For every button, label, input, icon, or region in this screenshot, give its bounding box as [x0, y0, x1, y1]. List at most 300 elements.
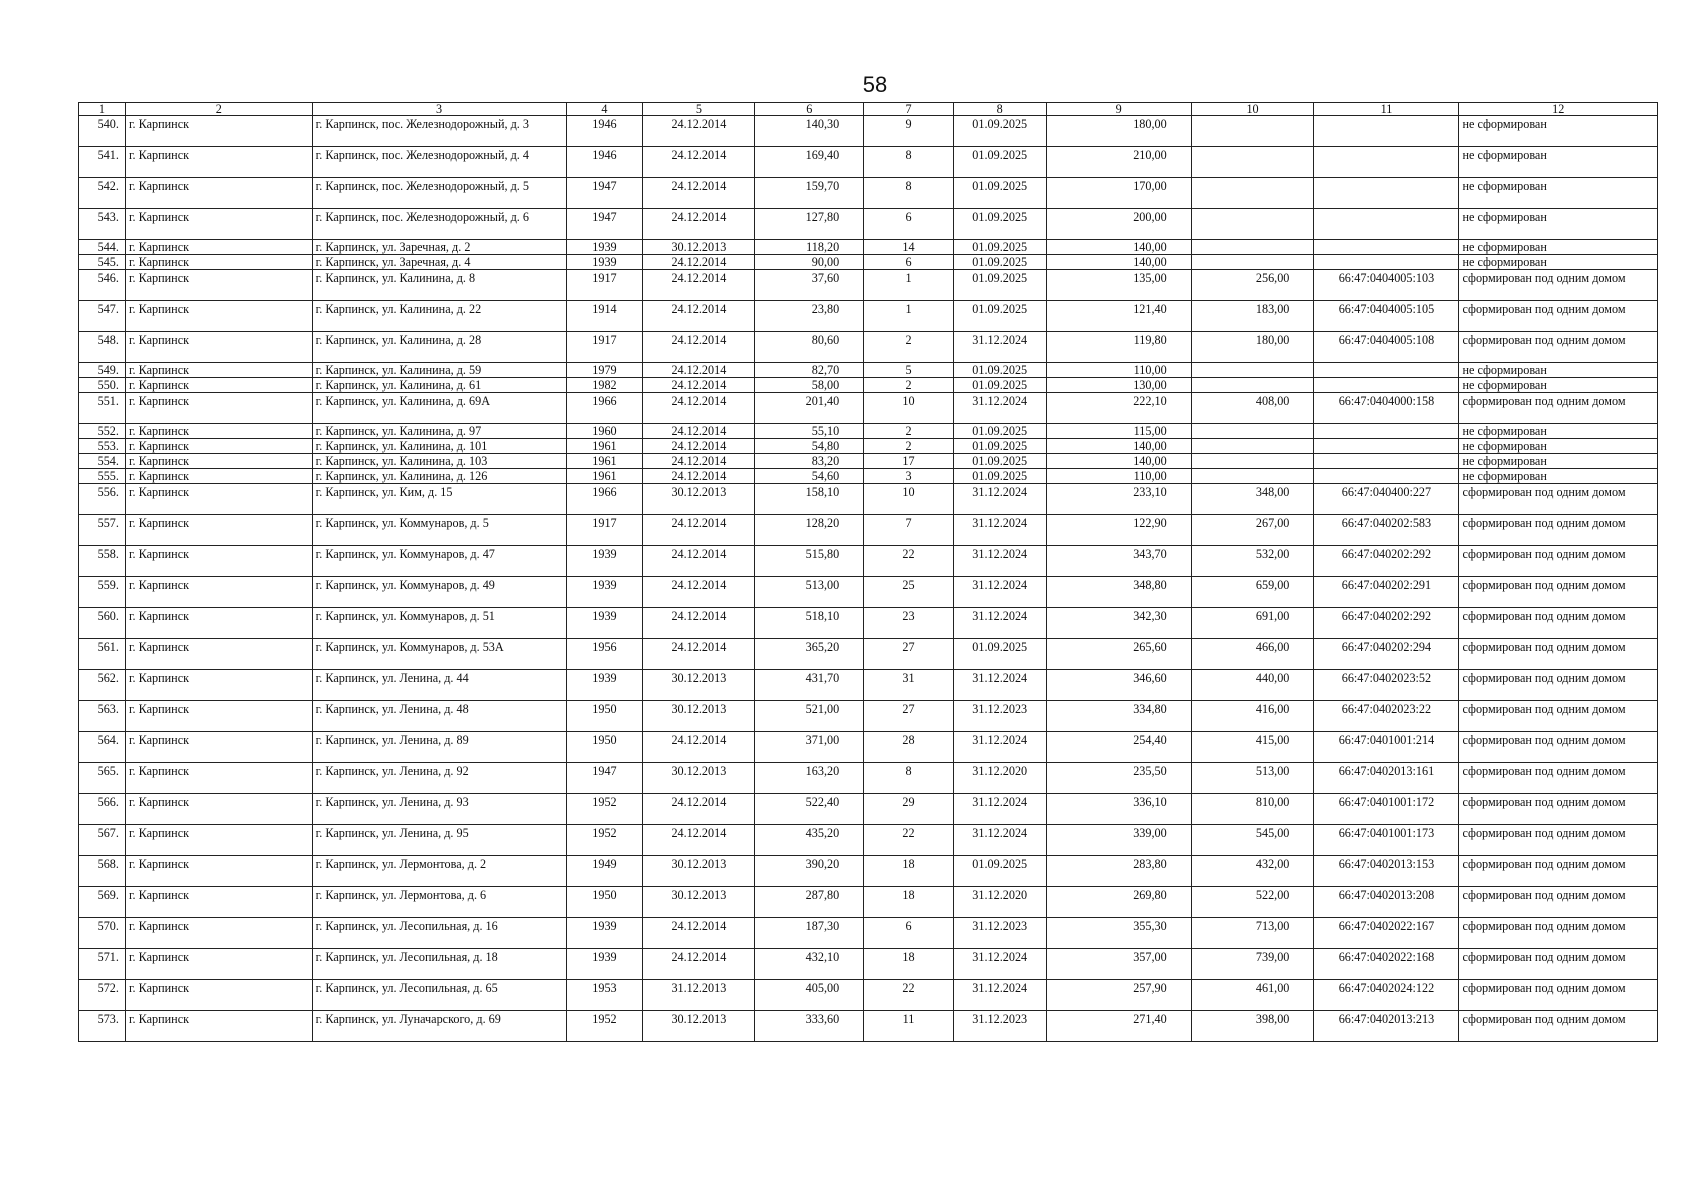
- land-status-cell: не сформирован: [1459, 378, 1658, 393]
- date-cell: 24.12.2014: [643, 393, 755, 424]
- land-area-cell: [1191, 424, 1314, 439]
- deadline-cell: 31.12.2024: [953, 393, 1046, 424]
- row-number: 554.: [79, 454, 126, 469]
- year-built-cell: 1950: [566, 701, 643, 732]
- deadline-cell: 01.09.2025: [953, 439, 1046, 454]
- residents-count-cell: 27: [864, 639, 954, 670]
- residents-count-cell: 1: [864, 270, 954, 301]
- land-status-cell: сформирован под одним домом: [1459, 546, 1658, 577]
- table-row: [79, 608, 1658, 639]
- residents-count-cell: 18: [864, 856, 954, 887]
- address-cell: г. Карпинск, пос. Железнодорожный, д. 5: [312, 178, 566, 209]
- table-row: [79, 393, 1658, 424]
- land-area-cell: 415,00: [1191, 732, 1314, 763]
- land-area-cell: [1191, 454, 1314, 469]
- row-number: 558.: [79, 546, 126, 577]
- column-header-7: 7: [864, 103, 954, 116]
- year-built-cell: 1950: [566, 887, 643, 918]
- cadastral-number-cell: 66:47:040202:291: [1314, 577, 1459, 608]
- row-number: 559.: [79, 577, 126, 608]
- land-status-cell: не сформирован: [1459, 116, 1658, 147]
- area-cell: 140,30: [755, 116, 864, 147]
- deadline-cell: 31.12.2024: [953, 949, 1046, 980]
- city-cell: г. Карпинск: [125, 670, 312, 701]
- value-col9-cell: 348,80: [1046, 577, 1191, 608]
- city-cell: г. Карпинск: [125, 255, 312, 270]
- cadastral-number-cell: 66:47:0401001:173: [1314, 825, 1459, 856]
- cadastral-number-cell: 66:47:0401001:172: [1314, 794, 1459, 825]
- date-cell: 24.12.2014: [643, 301, 755, 332]
- city-cell: г. Карпинск: [125, 484, 312, 515]
- area-cell: 23,80: [755, 301, 864, 332]
- row-number: 551.: [79, 393, 126, 424]
- cadastral-number-cell: [1314, 178, 1459, 209]
- land-status-cell: сформирован под одним домом: [1459, 301, 1658, 332]
- date-cell: 24.12.2014: [643, 949, 755, 980]
- land-area-cell: 739,00: [1191, 949, 1314, 980]
- row-number: 571.: [79, 949, 126, 980]
- residents-count-cell: 6: [864, 918, 954, 949]
- area-cell: 435,20: [755, 825, 864, 856]
- row-number: 557.: [79, 515, 126, 546]
- land-status-cell: не сформирован: [1459, 209, 1658, 240]
- address-cell: г. Карпинск, ул. Лермонтова, д. 6: [312, 887, 566, 918]
- table-body: [79, 116, 1658, 1042]
- value-col9-cell: 235,50: [1046, 763, 1191, 794]
- land-status-cell: не сформирован: [1459, 454, 1658, 469]
- land-area-cell: 256,00: [1191, 270, 1314, 301]
- land-area-cell: [1191, 209, 1314, 240]
- value-col9-cell: 110,00: [1046, 363, 1191, 378]
- cadastral-number-cell: 66:47:0401001:214: [1314, 732, 1459, 763]
- land-status-cell: сформирован под одним домом: [1459, 980, 1658, 1011]
- land-area-cell: 461,00: [1191, 980, 1314, 1011]
- area-cell: 513,00: [755, 577, 864, 608]
- residents-count-cell: 22: [864, 825, 954, 856]
- residents-count-cell: 6: [864, 255, 954, 270]
- column-header-4: 4: [566, 103, 643, 116]
- value-col9-cell: 355,30: [1046, 918, 1191, 949]
- land-status-cell: не сформирован: [1459, 469, 1658, 484]
- deadline-cell: 31.12.2023: [953, 1011, 1046, 1042]
- row-number: 567.: [79, 825, 126, 856]
- area-cell: 365,20: [755, 639, 864, 670]
- land-area-cell: 183,00: [1191, 301, 1314, 332]
- address-cell: г. Карпинск, ул. Ленина, д. 92: [312, 763, 566, 794]
- area-cell: 37,60: [755, 270, 864, 301]
- year-built-cell: 1950: [566, 732, 643, 763]
- land-area-cell: [1191, 439, 1314, 454]
- table-row: [79, 363, 1658, 378]
- land-status-cell: сформирован под одним домом: [1459, 794, 1658, 825]
- address-cell: г. Карпинск, ул. Калинина, д. 61: [312, 378, 566, 393]
- area-cell: 432,10: [755, 949, 864, 980]
- date-cell: 24.12.2014: [643, 270, 755, 301]
- address-cell: г. Карпинск, ул. Ким, д. 15: [312, 484, 566, 515]
- cadastral-number-cell: 66:47:040202:292: [1314, 546, 1459, 577]
- cadastral-number-cell: [1314, 454, 1459, 469]
- city-cell: г. Карпинск: [125, 639, 312, 670]
- deadline-cell: 01.09.2025: [953, 270, 1046, 301]
- land-area-cell: 545,00: [1191, 825, 1314, 856]
- date-cell: 24.12.2014: [643, 332, 755, 363]
- column-number-row: [79, 103, 1658, 116]
- deadline-cell: 01.09.2025: [953, 363, 1046, 378]
- city-cell: г. Карпинск: [125, 515, 312, 546]
- table-row: [79, 887, 1658, 918]
- land-area-cell: 466,00: [1191, 639, 1314, 670]
- cadastral-number-cell: [1314, 378, 1459, 393]
- year-built-cell: 1939: [566, 240, 643, 255]
- cadastral-number-cell: [1314, 439, 1459, 454]
- address-cell: г. Карпинск, ул. Заречная, д. 4: [312, 255, 566, 270]
- land-status-cell: сформирован под одним домом: [1459, 639, 1658, 670]
- land-area-cell: [1191, 469, 1314, 484]
- city-cell: г. Карпинск: [125, 301, 312, 332]
- value-col9-cell: 130,00: [1046, 378, 1191, 393]
- area-cell: 83,20: [755, 454, 864, 469]
- row-number: 560.: [79, 608, 126, 639]
- date-cell: 24.12.2014: [643, 577, 755, 608]
- cadastral-number-cell: 66:47:0402023:22: [1314, 701, 1459, 732]
- date-cell: 24.12.2014: [643, 147, 755, 178]
- deadline-cell: 01.09.2025: [953, 147, 1046, 178]
- city-cell: г. Карпинск: [125, 608, 312, 639]
- value-col9-cell: 346,60: [1046, 670, 1191, 701]
- address-cell: г. Карпинск, ул. Луначарского, д. 69: [312, 1011, 566, 1042]
- residents-count-cell: 8: [864, 147, 954, 178]
- table-row: [79, 918, 1658, 949]
- deadline-cell: 01.09.2025: [953, 209, 1046, 240]
- area-cell: 169,40: [755, 147, 864, 178]
- residents-count-cell: 8: [864, 178, 954, 209]
- row-number: 545.: [79, 255, 126, 270]
- table-row: [79, 439, 1658, 454]
- residents-count-cell: 25: [864, 577, 954, 608]
- date-cell: 24.12.2014: [643, 454, 755, 469]
- residents-count-cell: 2: [864, 424, 954, 439]
- date-cell: 30.12.2013: [643, 240, 755, 255]
- land-area-cell: 180,00: [1191, 332, 1314, 363]
- date-cell: 24.12.2014: [643, 209, 755, 240]
- area-cell: 405,00: [755, 980, 864, 1011]
- value-col9-cell: 254,40: [1046, 732, 1191, 763]
- date-cell: 24.12.2014: [643, 825, 755, 856]
- table-row: [79, 424, 1658, 439]
- table-row: [79, 378, 1658, 393]
- column-header-10: 10: [1191, 103, 1314, 116]
- deadline-cell: 31.12.2024: [953, 732, 1046, 763]
- deadline-cell: 31.12.2024: [953, 608, 1046, 639]
- residents-count-cell: 8: [864, 763, 954, 794]
- address-cell: г. Карпинск, ул. Калинина, д. 59: [312, 363, 566, 378]
- area-cell: 128,20: [755, 515, 864, 546]
- date-cell: 24.12.2014: [643, 639, 755, 670]
- date-cell: 30.12.2013: [643, 887, 755, 918]
- city-cell: г. Карпинск: [125, 918, 312, 949]
- year-built-cell: 1953: [566, 980, 643, 1011]
- area-cell: 82,70: [755, 363, 864, 378]
- year-built-cell: 1966: [566, 393, 643, 424]
- table-row: [79, 980, 1658, 1011]
- address-cell: г. Карпинск, пос. Железнодорожный, д. 4: [312, 147, 566, 178]
- date-cell: 24.12.2014: [643, 116, 755, 147]
- table-row: [79, 794, 1658, 825]
- deadline-cell: 31.12.2023: [953, 918, 1046, 949]
- land-area-cell: [1191, 240, 1314, 255]
- residents-count-cell: 22: [864, 546, 954, 577]
- value-col9-cell: 357,00: [1046, 949, 1191, 980]
- value-col9-cell: 121,40: [1046, 301, 1191, 332]
- value-col9-cell: 119,80: [1046, 332, 1191, 363]
- area-cell: 158,10: [755, 484, 864, 515]
- land-status-cell: сформирован под одним домом: [1459, 732, 1658, 763]
- row-number: 546.: [79, 270, 126, 301]
- city-cell: г. Карпинск: [125, 378, 312, 393]
- table-row: [79, 209, 1658, 240]
- table-row: [79, 484, 1658, 515]
- deadline-cell: 01.09.2025: [953, 301, 1046, 332]
- year-built-cell: 1939: [566, 546, 643, 577]
- year-built-cell: 1979: [566, 363, 643, 378]
- row-number: 544.: [79, 240, 126, 255]
- row-number: 563.: [79, 701, 126, 732]
- cadastral-number-cell: 66:47:040202:583: [1314, 515, 1459, 546]
- address-cell: г. Карпинск, ул. Калинина, д. 28: [312, 332, 566, 363]
- table-row: [79, 178, 1658, 209]
- land-area-cell: 440,00: [1191, 670, 1314, 701]
- city-cell: г. Карпинск: [125, 732, 312, 763]
- area-cell: 55,10: [755, 424, 864, 439]
- deadline-cell: 31.12.2024: [953, 515, 1046, 546]
- row-number: 543.: [79, 209, 126, 240]
- city-cell: г. Карпинск: [125, 825, 312, 856]
- row-number: 547.: [79, 301, 126, 332]
- city-cell: г. Карпинск: [125, 763, 312, 794]
- residents-count-cell: 29: [864, 794, 954, 825]
- row-number: 569.: [79, 887, 126, 918]
- column-header-1: 1: [79, 103, 126, 116]
- deadline-cell: 31.12.2024: [953, 577, 1046, 608]
- row-number: 572.: [79, 980, 126, 1011]
- year-built-cell: 1939: [566, 608, 643, 639]
- table-row: [79, 454, 1658, 469]
- cadastral-number-cell: 66:47:0404005:108: [1314, 332, 1459, 363]
- date-cell: 24.12.2014: [643, 918, 755, 949]
- year-built-cell: 1914: [566, 301, 643, 332]
- date-cell: 30.12.2013: [643, 670, 755, 701]
- deadline-cell: 31.12.2024: [953, 546, 1046, 577]
- address-cell: г. Карпинск, ул. Калинина, д. 103: [312, 454, 566, 469]
- area-cell: 431,70: [755, 670, 864, 701]
- residents-count-cell: 17: [864, 454, 954, 469]
- cadastral-number-cell: 66:47:040400:227: [1314, 484, 1459, 515]
- cadastral-number-cell: 66:47:0404005:105: [1314, 301, 1459, 332]
- column-header-11: 11: [1314, 103, 1459, 116]
- year-built-cell: 1961: [566, 454, 643, 469]
- area-cell: 371,00: [755, 732, 864, 763]
- address-cell: г. Карпинск, ул. Заречная, д. 2: [312, 240, 566, 255]
- address-cell: г. Карпинск, ул. Ленина, д. 93: [312, 794, 566, 825]
- cadastral-number-cell: 66:47:0404005:103: [1314, 270, 1459, 301]
- residents-count-cell: 1: [864, 301, 954, 332]
- land-status-cell: сформирован под одним домом: [1459, 393, 1658, 424]
- column-header-9: 9: [1046, 103, 1191, 116]
- date-cell: 24.12.2014: [643, 608, 755, 639]
- address-cell: г. Карпинск, ул. Коммунаров, д. 51: [312, 608, 566, 639]
- column-header-5: 5: [643, 103, 755, 116]
- date-cell: 24.12.2014: [643, 363, 755, 378]
- row-number: 565.: [79, 763, 126, 794]
- cadastral-number-cell: [1314, 240, 1459, 255]
- date-cell: 24.12.2014: [643, 439, 755, 454]
- value-col9-cell: 265,60: [1046, 639, 1191, 670]
- cadastral-number-cell: [1314, 363, 1459, 378]
- address-cell: г. Карпинск, ул. Лермонтова, д. 2: [312, 856, 566, 887]
- city-cell: г. Карпинск: [125, 332, 312, 363]
- residents-count-cell: 6: [864, 209, 954, 240]
- date-cell: 24.12.2014: [643, 515, 755, 546]
- cadastral-number-cell: [1314, 469, 1459, 484]
- city-cell: г. Карпинск: [125, 949, 312, 980]
- value-col9-cell: 122,90: [1046, 515, 1191, 546]
- land-area-cell: 267,00: [1191, 515, 1314, 546]
- residents-count-cell: 23: [864, 608, 954, 639]
- land-status-cell: сформирован под одним домом: [1459, 608, 1658, 639]
- land-status-cell: сформирован под одним домом: [1459, 515, 1658, 546]
- value-col9-cell: 140,00: [1046, 454, 1191, 469]
- residents-count-cell: 28: [864, 732, 954, 763]
- area-cell: 118,20: [755, 240, 864, 255]
- row-number: 552.: [79, 424, 126, 439]
- address-cell: г. Карпинск, ул. Ленина, д. 48: [312, 701, 566, 732]
- land-area-cell: [1191, 363, 1314, 378]
- column-header-8: 8: [953, 103, 1046, 116]
- date-cell: 31.12.2013: [643, 980, 755, 1011]
- area-cell: 521,00: [755, 701, 864, 732]
- land-area-cell: [1191, 116, 1314, 147]
- row-number: 562.: [79, 670, 126, 701]
- land-status-cell: не сформирован: [1459, 255, 1658, 270]
- table-row: [79, 1011, 1658, 1042]
- area-cell: 90,00: [755, 255, 864, 270]
- land-area-cell: [1191, 255, 1314, 270]
- date-cell: 24.12.2014: [643, 178, 755, 209]
- year-built-cell: 1956: [566, 639, 643, 670]
- row-number: 548.: [79, 332, 126, 363]
- year-built-cell: 1939: [566, 255, 643, 270]
- cadastral-number-cell: 66:47:040202:294: [1314, 639, 1459, 670]
- deadline-cell: 01.09.2025: [953, 378, 1046, 393]
- date-cell: 24.12.2014: [643, 794, 755, 825]
- area-cell: 159,70: [755, 178, 864, 209]
- deadline-cell: 31.12.2024: [953, 794, 1046, 825]
- row-number: 549.: [79, 363, 126, 378]
- land-status-cell: не сформирован: [1459, 240, 1658, 255]
- value-col9-cell: 115,00: [1046, 424, 1191, 439]
- area-cell: 287,80: [755, 887, 864, 918]
- year-built-cell: 1939: [566, 670, 643, 701]
- deadline-cell: 01.09.2025: [953, 424, 1046, 439]
- area-cell: 390,20: [755, 856, 864, 887]
- value-col9-cell: 269,80: [1046, 887, 1191, 918]
- table-row: [79, 301, 1658, 332]
- table-row: [79, 240, 1658, 255]
- land-area-cell: 348,00: [1191, 484, 1314, 515]
- residents-count-cell: 22: [864, 980, 954, 1011]
- table-row: [79, 670, 1658, 701]
- land-area-cell: [1191, 147, 1314, 178]
- area-cell: 163,20: [755, 763, 864, 794]
- row-number: 570.: [79, 918, 126, 949]
- city-cell: г. Карпинск: [125, 270, 312, 301]
- area-cell: 58,00: [755, 378, 864, 393]
- column-header-6: 6: [755, 103, 864, 116]
- land-status-cell: сформирован под одним домом: [1459, 577, 1658, 608]
- year-built-cell: 1966: [566, 484, 643, 515]
- year-built-cell: 1961: [566, 469, 643, 484]
- date-cell: 30.12.2013: [643, 763, 755, 794]
- row-number: 550.: [79, 378, 126, 393]
- deadline-cell: 01.09.2025: [953, 255, 1046, 270]
- cadastral-number-cell: 66:47:040202:292: [1314, 608, 1459, 639]
- year-built-cell: 1939: [566, 918, 643, 949]
- area-cell: 333,60: [755, 1011, 864, 1042]
- date-cell: 24.12.2014: [643, 424, 755, 439]
- cadastral-number-cell: 66:47:0402013:213: [1314, 1011, 1459, 1042]
- city-cell: г. Карпинск: [125, 454, 312, 469]
- land-status-cell: сформирован под одним домом: [1459, 918, 1658, 949]
- deadline-cell: 01.09.2025: [953, 469, 1046, 484]
- cadastral-number-cell: 66:47:0402022:167: [1314, 918, 1459, 949]
- value-col9-cell: 343,70: [1046, 546, 1191, 577]
- land-area-cell: 408,00: [1191, 393, 1314, 424]
- table-row: [79, 763, 1658, 794]
- value-col9-cell: 180,00: [1046, 116, 1191, 147]
- address-cell: г. Карпинск, ул. Ленина, д. 95: [312, 825, 566, 856]
- value-col9-cell: 140,00: [1046, 255, 1191, 270]
- residents-count-cell: 18: [864, 887, 954, 918]
- residents-count-cell: 3: [864, 469, 954, 484]
- land-area-cell: 810,00: [1191, 794, 1314, 825]
- land-area-cell: 532,00: [1191, 546, 1314, 577]
- row-number: 540.: [79, 116, 126, 147]
- table-row: [79, 546, 1658, 577]
- address-cell: г. Карпинск, пос. Железнодорожный, д. 6: [312, 209, 566, 240]
- city-cell: г. Карпинск: [125, 439, 312, 454]
- land-status-cell: сформирован под одним домом: [1459, 763, 1658, 794]
- row-number: 566.: [79, 794, 126, 825]
- city-cell: г. Карпинск: [125, 794, 312, 825]
- value-col9-cell: 271,40: [1046, 1011, 1191, 1042]
- deadline-cell: 01.09.2025: [953, 116, 1046, 147]
- year-built-cell: 1917: [566, 270, 643, 301]
- residents-count-cell: 5: [864, 363, 954, 378]
- city-cell: г. Карпинск: [125, 393, 312, 424]
- land-status-cell: сформирован под одним домом: [1459, 701, 1658, 732]
- address-cell: г. Карпинск, ул. Калинина, д. 69А: [312, 393, 566, 424]
- date-cell: 30.12.2013: [643, 484, 755, 515]
- row-number: 555.: [79, 469, 126, 484]
- column-header-12: 12: [1459, 103, 1658, 116]
- land-area-cell: [1191, 378, 1314, 393]
- residents-count-cell: 31: [864, 670, 954, 701]
- land-status-cell: сформирован под одним домом: [1459, 270, 1658, 301]
- residents-count-cell: 9: [864, 116, 954, 147]
- table-row: [79, 270, 1658, 301]
- city-cell: г. Карпинск: [125, 577, 312, 608]
- value-col9-cell: 210,00: [1046, 147, 1191, 178]
